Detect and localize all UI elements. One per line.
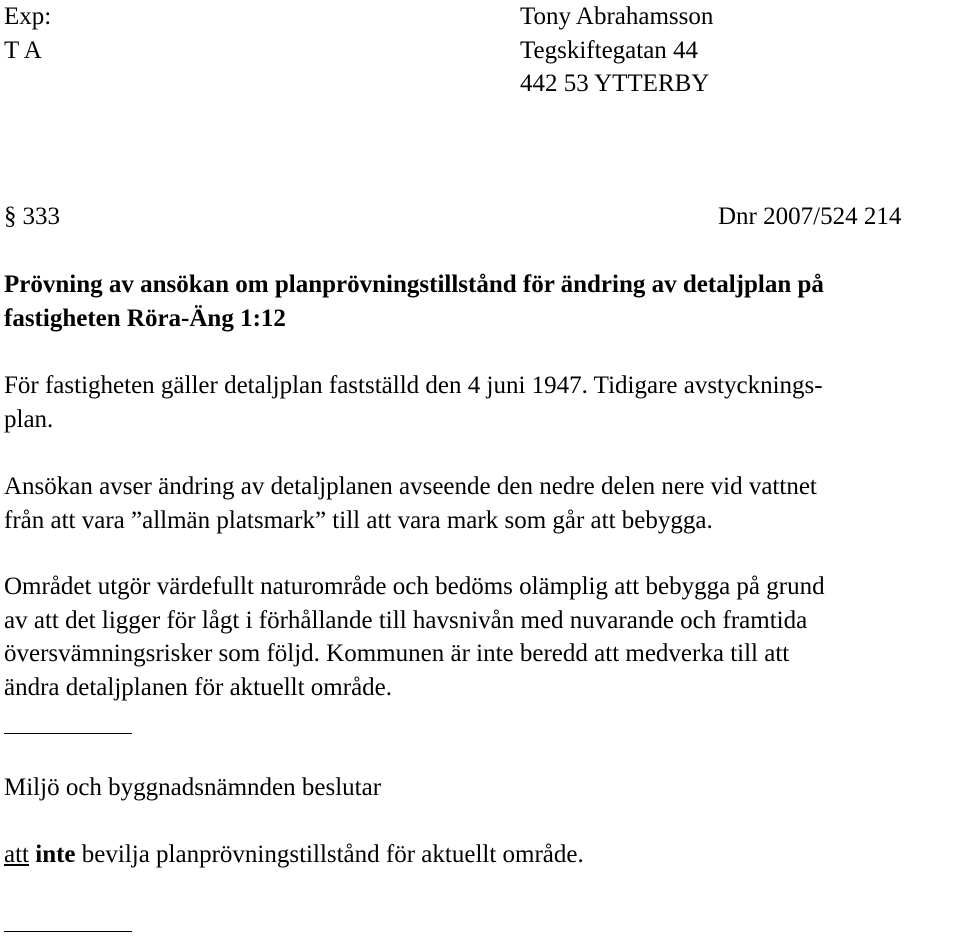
dnr-reference: Dnr 2007/524 214 [718,203,902,230]
header-initials: T A [4,37,42,64]
document-title-line-1: Prövning av ansökan om planprövningstillstånd för ändring av detaljplan på [4,271,824,298]
paragraph-3-line-3: översvämningsrisker som följd. Kommunen är inte beredd att medverka till att [4,640,790,667]
decision-heading: Miljö och byggnadsnämnden beslutar [4,774,382,801]
header-exp-label: Exp: [4,3,52,30]
paragraph-3-line-1: Området utgör värdefullt naturområde och bedöms olämplig att bebygga på grund [4,573,825,600]
document-title-line-2: fastigheten Röra-Äng 1:12 [4,305,286,332]
section-number-value: 333 [22,203,60,230]
decision-text [4,842,584,867]
recipient-street: Tegskiftegatan 44 [520,37,699,64]
paragraph-1-line-2: plan. [4,406,54,433]
paragraph-2-line-1: Ansökan avser ändring av detaljplanen avseende den nedre delen nere vid vattnet [4,473,817,500]
recipient-name: Tony Abrahamsson [520,3,714,30]
paragraph-1-line-1: För fastigheten gäller detaljplan fastställd den 4 juni 1947. Tidigare avstycknings- [4,372,823,399]
paragraph-3-line-4: ändra detaljplanen för aktuellt område. [4,674,393,701]
section-number [4,204,60,229]
bottom-separator-line [4,931,132,932]
section-symbol: § [4,203,17,230]
separator-line [4,733,132,734]
recipient-postal: 442 53 YTTERBY [520,70,710,97]
decision-att: att [4,841,29,868]
decision-inte: inte [35,841,76,868]
paragraph-3-line-2: av att det ligger för lågt i förhållande till havsnivån med nuvarande och framtida [4,607,808,634]
paragraph-2-line-2: från att vara ”allmän platsmark” till att vara mark som går att bebygga. [4,507,713,534]
decision-rest: bevilja planprövningstillstånd för aktuellt område. [75,841,584,868]
